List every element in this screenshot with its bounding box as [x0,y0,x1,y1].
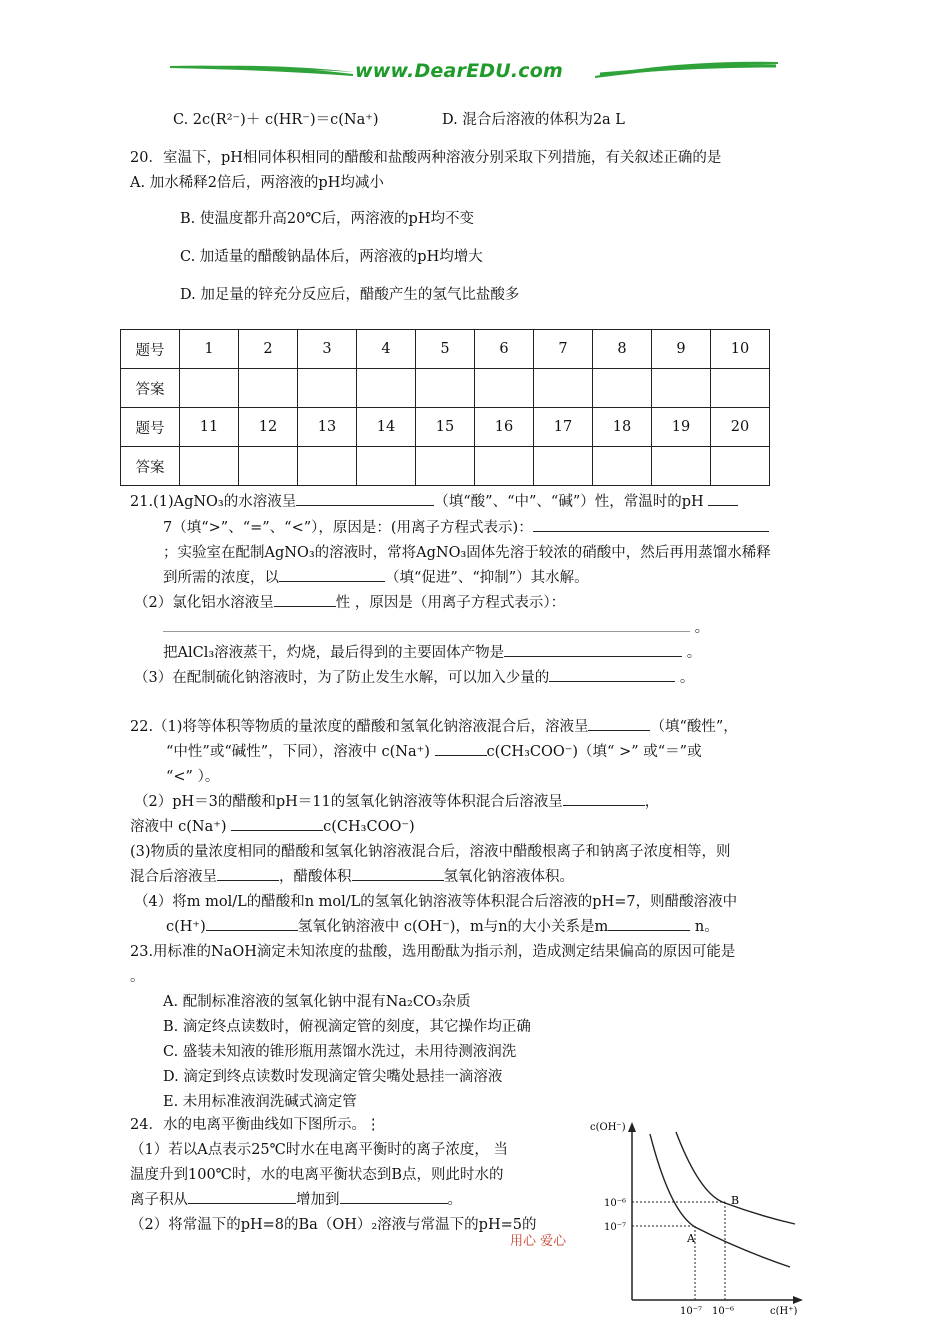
table-cell: 1 [180,330,239,369]
q21-line1: 21.(1)AgNO₃的水溶液呈 （填“酸”、“中”、“碱”）性，常温时的pH [130,490,738,511]
answer-blank[interactable] [188,1189,296,1204]
answer-blank[interactable] [608,916,690,931]
answer-blank[interactable] [352,866,444,881]
table-cell: 20 [711,408,770,447]
table-cell: 18 [593,408,652,447]
answer-blank[interactable] [217,866,279,881]
answer-table [120,329,770,486]
table-cell: 3 [298,330,357,369]
table-cell: 17 [534,408,593,447]
answer-cell[interactable] [534,447,593,486]
x-tick-1e-6: 10⁻⁶ [712,1306,735,1315]
table-cell: 7 [534,330,593,369]
answer-cell[interactable] [475,369,534,408]
answer-cell[interactable] [357,447,416,486]
answer-blank[interactable] [435,741,487,756]
answer-blank[interactable] [504,642,682,657]
q24-line5: （2）将常温下的pH=8的Ba（OH）₂溶液与常温下的pH=5的 [130,1217,537,1233]
site-title[interactable]: www.DearEDU.com [355,60,564,82]
answer-blank[interactable] [588,716,650,731]
y-tick-1e-6: 10⁻⁶ [604,1198,627,1209]
q24-line4: 离子积从 增加到 。 [130,1188,462,1209]
table-row [121,369,770,408]
answer-blank[interactable] [163,617,690,632]
q23-option-e: E. 未用标准液润洗碱式滴定管 [163,1094,357,1110]
answer-cell[interactable] [239,447,298,486]
q23-option-a: A. 配制标准溶液的氢氧化钠中混有Na₂CO₃杂质 [163,994,471,1010]
q22-line1: 22.（1)将等体积等物质的量浓度的醋酸和氢氧化钠溶液混合后，溶液呈 （填“酸性”， [130,715,738,736]
answer-cell[interactable] [416,369,475,408]
q23-option-d: D. 滴定到终点读数时发现滴定管尖嘴处悬挂一滴溶液 [163,1069,503,1085]
answer-blank[interactable] [533,517,769,532]
x-axis-label: c(H⁺) [770,1306,798,1315]
q20-option-b: B. 使温度都升高20℃后，两溶液的pH均不变 [180,211,474,227]
table-row [121,408,770,447]
table-cell: 4 [357,330,416,369]
water-ionization-graph [590,1120,805,1315]
q22-line7: 混合后溶液呈 ，醋酸体积 氢氧化钠溶液体积。 [130,865,574,886]
table-cell: 5 [416,330,475,369]
answer-cell[interactable] [711,369,770,408]
q24-stem: 24．水的电离平衡曲线如下图所示。⋮ [130,1117,381,1133]
answer-blank[interactable] [563,791,645,806]
point-b-label: B [731,1194,740,1207]
table-cell: 13 [298,408,357,447]
table-cell: 6 [475,330,534,369]
curve-100c [676,1132,795,1224]
q21-line3: ；实验室在配制AgNO₃的溶液时，常将AgNO₃固体先溶于较浓的硝酸中，然后再用蒸馏水稀释 [163,545,771,561]
answer-blank[interactable] [231,816,323,831]
answer-blank[interactable] [206,916,298,931]
answer-cell[interactable] [652,369,711,408]
y-tick-1e-7: 10⁻⁷ [604,1222,627,1233]
y-axis-arrow [628,1122,636,1132]
q20-option-d: D. 加足量的锌充分反应后，醋酸产生的氢气比盐酸多 [180,287,520,303]
q24-line2: （1）若以A点表示25℃时水在电离平衡时的离子浓度， 当 [130,1142,508,1158]
q21-line6: 。 [163,616,709,637]
q19-option-c: C. 2c(R²⁻)＋ c(HR⁻)＝c(Na⁺) [173,112,379,128]
table-cell: 16 [475,408,534,447]
q23-stem-end: 。 [130,969,145,985]
point-a-label: A [687,1232,695,1245]
q21-line4: 到所需的浓度，以 （填“促进”、“抑制”）其水解。 [163,566,589,587]
answer-blank[interactable] [274,592,336,607]
q23-option-c: C. 盛装未知液的锥形瓶用蒸馏水洗过，未用待测液润洗 [163,1044,517,1060]
answer-cell[interactable] [357,369,416,408]
q22-line3: “<” ）。 [166,769,220,785]
answer-cell[interactable] [298,447,357,486]
table-cell: 11 [180,408,239,447]
table-cell: 14 [357,408,416,447]
table-cell: 12 [239,408,298,447]
q22-line6: (3)物质的量浓度相同的醋酸和氢氧化钠溶液混合后，溶液中醋酸根离子和钠离子浓度相等，则 [130,844,731,860]
answer-blank[interactable] [549,667,675,682]
q22-line4: （2）pH＝3的醋酸和pH＝11的氢氧化钠溶液等体积混合后溶液呈 ， [134,790,659,811]
q19-option-d: D. 混合后溶液的体积为2a L [442,112,625,128]
answer-cell[interactable] [711,447,770,486]
q21-line5: （2）氯化铝水溶液呈 性 ，原因是（用离子方程式表示）： [134,591,565,612]
answer-cell[interactable] [180,447,239,486]
table-label-ans: 答案 [121,369,180,408]
table-row [121,330,770,369]
x-axis-arrow [793,1296,803,1304]
answer-blank[interactable] [708,491,738,506]
q21-line7: 把AlCl₃溶液蒸干，灼烧，最后得到的主要固体产物是 。 [163,641,701,662]
footer-text: 用心 爱心 [510,1234,567,1249]
q20-option-a: A. 加水稀释2倍后，两溶液的pH均减小 [130,175,384,191]
answer-cell[interactable] [475,447,534,486]
answer-cell[interactable] [534,369,593,408]
table-cell: 2 [239,330,298,369]
q22-line2: “中性”或“碱性”，下同），溶液中 c(Na⁺) c(CH₃COO⁻)（填“ >” 或“＝”或 [166,740,702,761]
answer-cell[interactable] [652,447,711,486]
table-row [121,447,770,486]
table-cell: 9 [652,330,711,369]
answer-blank[interactable] [279,567,385,582]
q22-line9: c(H⁺) 氢氧化钠溶液中 c(OH⁻)，m与n的大小关系是m n。 [166,915,719,936]
q23-option-b: B. 滴定终点读数时，俯视滴定管的刻度，其它操作均正确 [163,1019,531,1035]
answer-blank[interactable] [340,1189,448,1204]
answer-cell[interactable] [593,447,652,486]
table-cell: 19 [652,408,711,447]
q23-stem: 23.用标准的NaOH滴定未知浓度的盐酸，选用酚酞为指示剂，造成测定结果偏高的原因可能是 [130,944,736,960]
x-tick-1e-7: 10⁻⁷ [680,1306,703,1315]
answer-cell[interactable] [298,369,357,408]
q21-line2: 7（填“>”、“=”、“<”），原因是：(用离子方程式表示)： [163,516,769,537]
answer-cell[interactable] [239,369,298,408]
table-label-ans: 答案 [121,447,180,486]
q21-line8: （3）在配制硫化钠溶液时，为了防止发生水解，可以加入少量的 。 [134,666,694,687]
table-cell: 8 [593,330,652,369]
q22-line8: （4）将m mol/L的醋酸和n mol/L的氢氧化钠溶液等体积混合后溶液的pH=7，则醋酸溶液中 [134,894,738,910]
table-label-num: 题号 [121,330,180,369]
table-label-num: 题号 [121,408,180,447]
y-axis-label: c(OH⁻) [590,1122,626,1133]
answer-blank[interactable] [296,491,434,506]
q20-stem: 20．室温下，pH相同体积相同的醋酸和盐酸两种溶液分别采取下列措施，有关叙述正确的是 [130,150,722,166]
table-cell: 10 [711,330,770,369]
q20-option-c: C. 加适量的醋酸钠晶体后，两溶液的pH均增大 [180,249,483,265]
table-cell: 15 [416,408,475,447]
answer-cell[interactable] [593,369,652,408]
q22-line5: 溶液中 c(Na⁺) c(CH₃COO⁻) [130,815,415,836]
answer-cell[interactable] [180,369,239,408]
q24-line3: 温度升到100℃时，水的电离平衡状态到B点，则此时水的 [130,1167,504,1183]
answer-cell[interactable] [416,447,475,486]
